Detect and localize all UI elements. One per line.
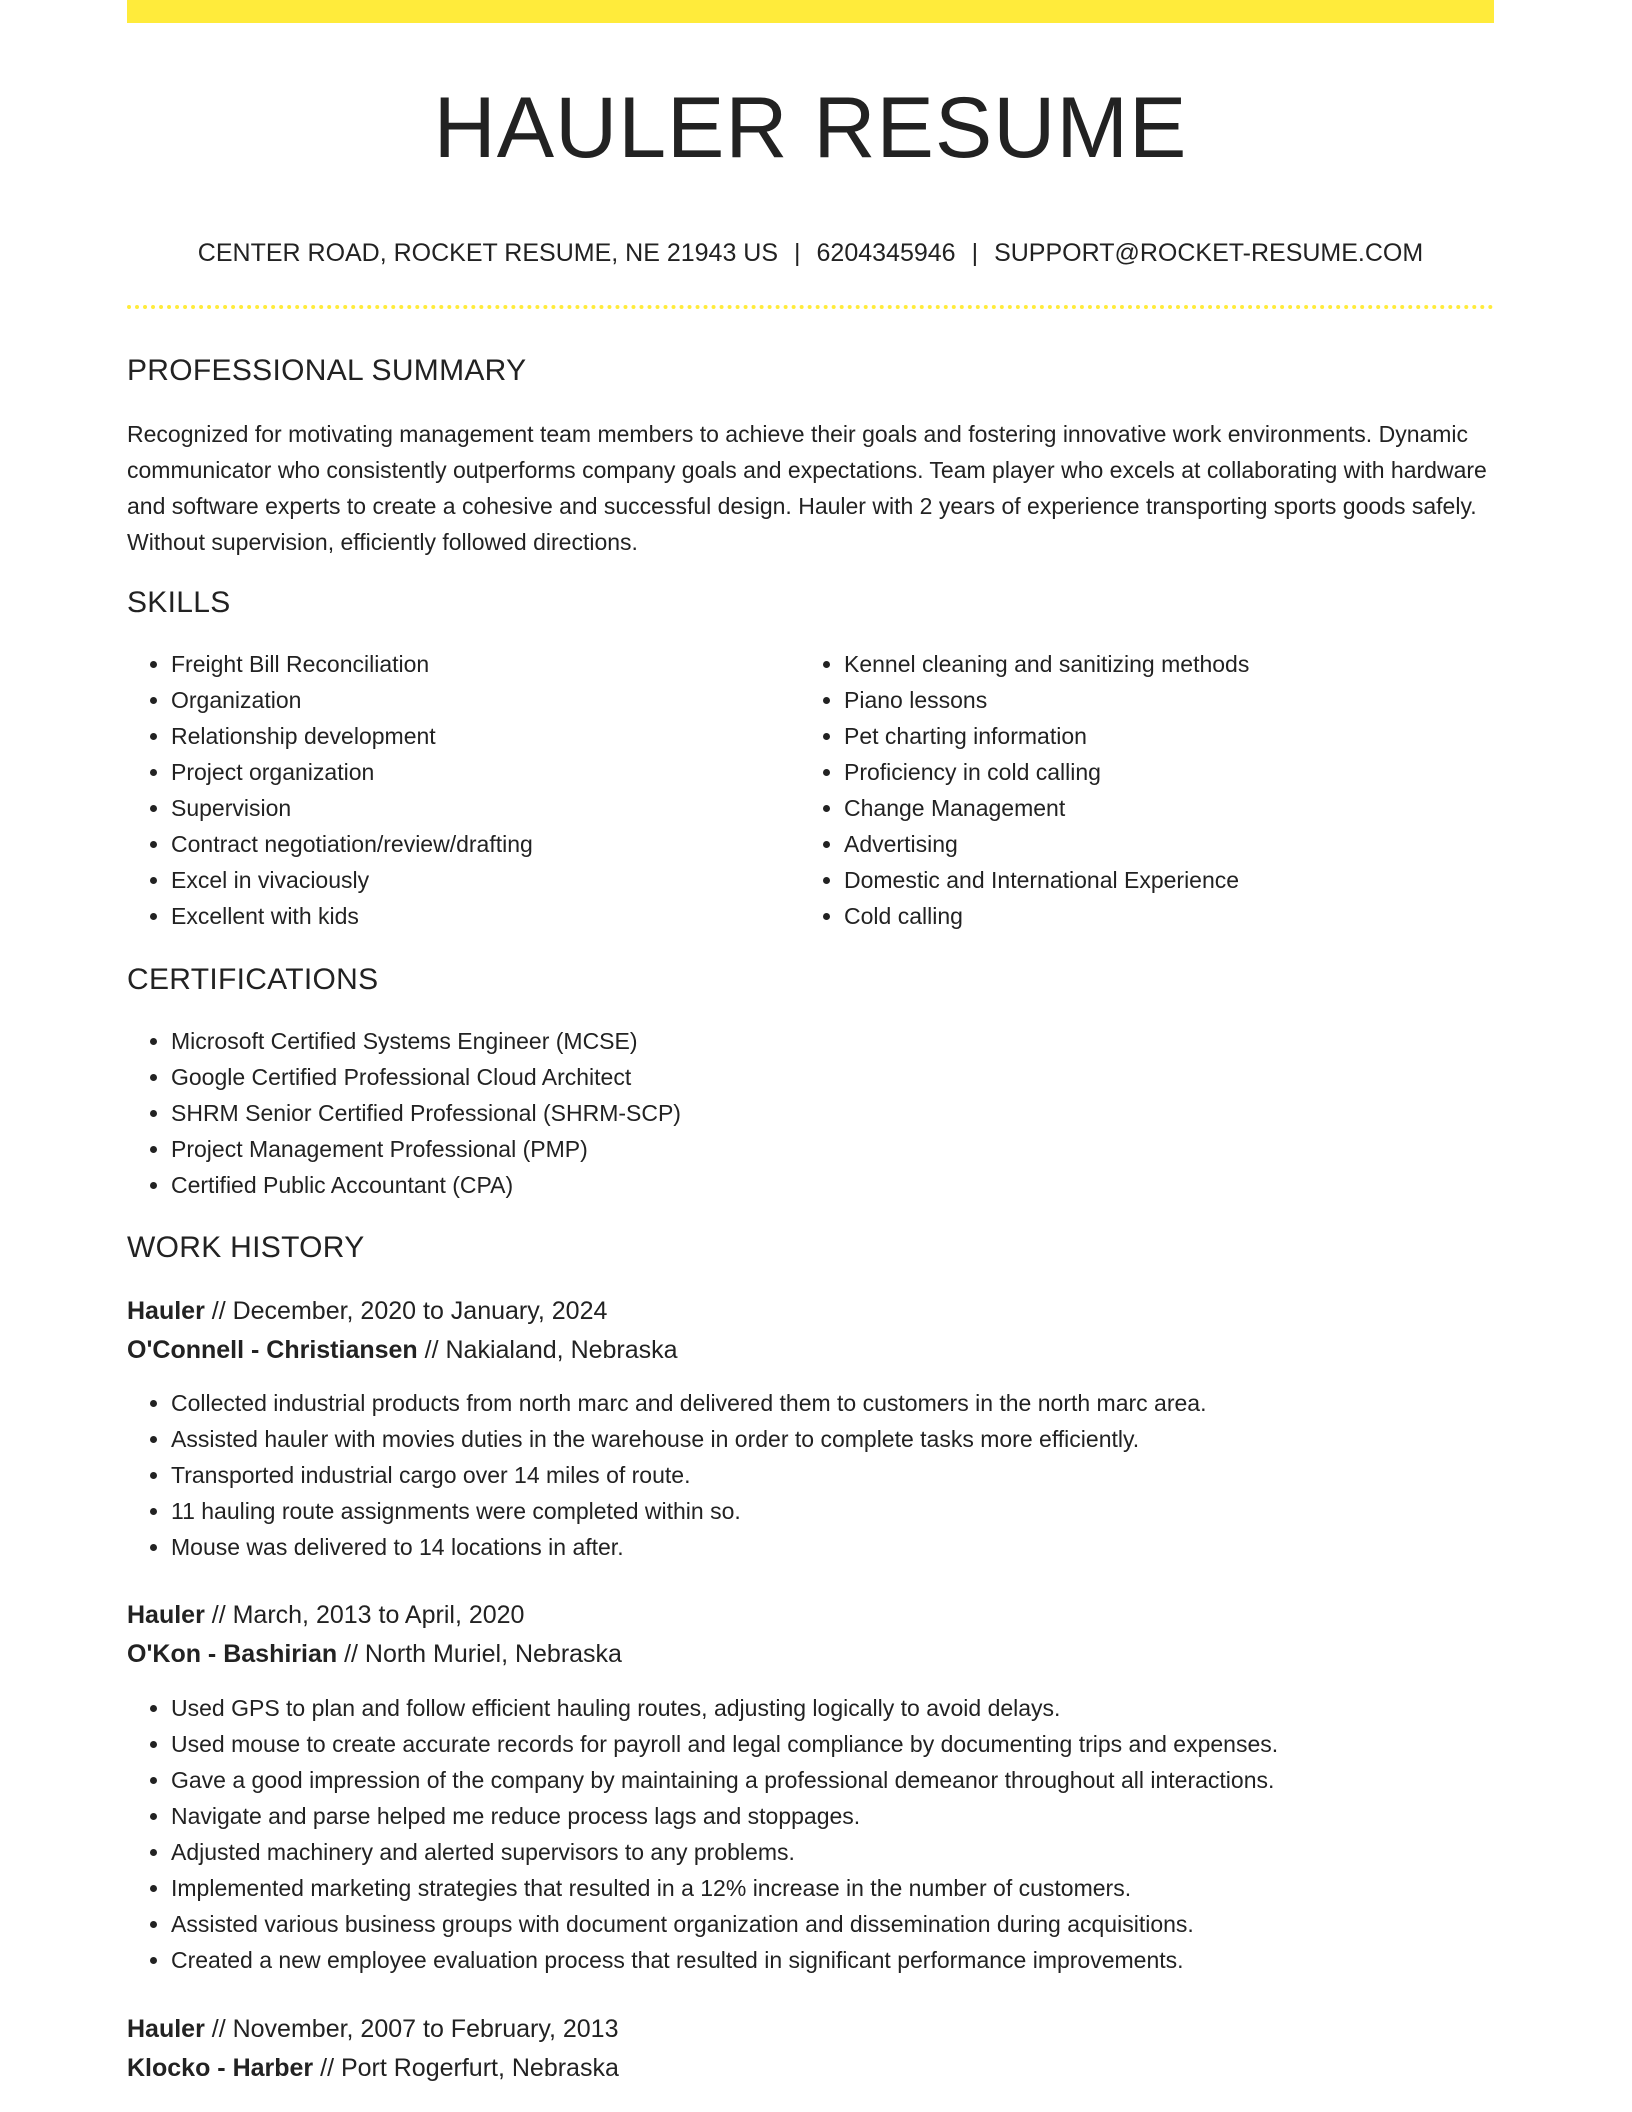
job-company-line [127, 1331, 678, 1369]
section-title-summary: PROFESSIONAL SUMMARY [127, 354, 527, 387]
job-bullet: • Adjusted machinery and alerted supervisors to any problems. [171, 1834, 1501, 1870]
header-divider [127, 305, 1494, 309]
job-bullet: • Used GPS to plan and follow efficient hauling routes, adjusting logically to avoid delays. [171, 1690, 1501, 1726]
skill-item: • Organization [171, 682, 791, 718]
skill-item: • Project organization [171, 754, 791, 790]
job-bullets [127, 1690, 1501, 1978]
skill-item: • Excel in vivaciously [171, 862, 791, 898]
skill-item: • Piano lessons [844, 682, 1494, 718]
skill-item: • Supervision [171, 790, 791, 826]
job-location: // North Muriel, Nebraska [344, 1640, 622, 1668]
contact-phone: 6204345946 [816, 239, 956, 267]
job-title-line [127, 2010, 618, 2048]
job-dates: // November, 2007 to February, 2013 [211, 2015, 619, 2043]
skill-item: • Proficiency in cold calling [844, 754, 1494, 790]
job-company-line [127, 2049, 619, 2087]
certification-item: • Google Certified Professional Cloud Architect [171, 1059, 1171, 1095]
job-company: O'Kon - Bashirian [127, 1640, 338, 1668]
job-bullet: • Mouse was delivered to 14 locations in after. [171, 1529, 1491, 1565]
skill-item: • Domestic and International Experience [844, 862, 1494, 898]
job-dates: // March, 2013 to April, 2020 [211, 1601, 525, 1629]
skill-item: • Pet charting information [844, 718, 1494, 754]
job-location: // Nakialand, Nebraska [424, 1336, 678, 1364]
skills-list-right [800, 646, 1494, 934]
job-bullet: • Implemented marketing strategies that resulted in a 12% increase in the number of customers. [171, 1870, 1501, 1906]
job-location: // Port Rogerfurt, Nebraska [320, 2054, 619, 2082]
job-title-line [127, 1596, 524, 1634]
job-dates: // December, 2020 to January, 2024 [211, 1297, 608, 1325]
contact-email: SUPPORT@ROCKET-RESUME.COM [994, 239, 1424, 267]
job-role: Hauler [127, 1297, 205, 1325]
skill-item: • Contract negotiation/review/drafting [171, 826, 791, 862]
job-company-line [127, 1635, 622, 1673]
resume-title: HAULER RESUME [433, 80, 1188, 176]
skill-item: • Kennel cleaning and sanitizing methods [844, 646, 1494, 682]
certifications-list [127, 1023, 1171, 1203]
job-bullets [127, 1385, 1491, 1565]
job-bullet: • Transported industrial cargo over 14 miles of route. [171, 1457, 1491, 1493]
certification-item: • SHRM Senior Certified Professional (SHRM-SCP) [171, 1095, 1171, 1131]
section-title-work-history: WORK HISTORY [127, 1231, 365, 1264]
summary-text: Recognized for motivating management team members to achieve their goals and fostering innovative work environments. Dynamic communicator who consistently outperforms company goals and expectations. Team player who excels at collaborating with hardware and software experts to create a cohesive and successful design. Hauler with 2 years of experience transporting sports goods safely. Without supervision, efficiently followed directions. [127, 421, 1487, 555]
skill-item: • Excellent with kids [171, 898, 791, 934]
job-role: Hauler [127, 1601, 205, 1629]
job-bullet: • Gave a good impression of the company by maintaining a professional demeanor throughout all interactions. [171, 1762, 1501, 1798]
section-title-certifications: CERTIFICATIONS [127, 963, 379, 996]
job-company: Klocko - Harber [127, 2054, 314, 2082]
job-bullet: • 11 hauling route assignments were completed within so. [171, 1493, 1491, 1529]
skill-item: • Advertising [844, 826, 1494, 862]
job-bullet: • Collected industrial products from north marc and delivered them to customers in the north marc area. [171, 1385, 1491, 1421]
skill-item: • Relationship development [171, 718, 791, 754]
job-role: Hauler [127, 2015, 205, 2043]
contact-separator: | [971, 239, 979, 267]
certification-item: • Project Management Professional (PMP) [171, 1131, 1171, 1167]
contact-line [127, 237, 1494, 269]
certification-item: • Certified Public Accountant (CPA) [171, 1167, 1171, 1203]
contact-address: CENTER ROAD, ROCKET RESUME, NE 21943 US [197, 239, 779, 267]
section-title-skills: SKILLS [127, 586, 231, 619]
job-bullet: • Created a new employee evaluation process that resulted in significant performance improvements. [171, 1942, 1501, 1978]
job-company: O'Connell - Christiansen [127, 1336, 418, 1364]
skills-list-left [127, 646, 791, 934]
job-bullet: • Navigate and parse helped me reduce process lags and stoppages. [171, 1798, 1501, 1834]
top-accent-bar [127, 0, 1494, 23]
certification-item: • Microsoft Certified Systems Engineer (MCSE) [171, 1023, 1171, 1059]
job-bullet: • Used mouse to create accurate records for payroll and legal compliance by documenting trips and expenses. [171, 1726, 1501, 1762]
job-bullet: • Assisted various business groups with document organization and dissemination during acquisitions. [171, 1906, 1501, 1942]
job-bullet: • Assisted hauler with movies duties in the warehouse in order to complete tasks more efficiently. [171, 1421, 1491, 1457]
job-title-line [127, 1292, 607, 1330]
contact-separator: | [794, 239, 801, 267]
skill-item: • Cold calling [844, 898, 1494, 934]
skill-item: • Freight Bill Reconciliation [171, 646, 791, 682]
skill-item: • Change Management [844, 790, 1494, 826]
